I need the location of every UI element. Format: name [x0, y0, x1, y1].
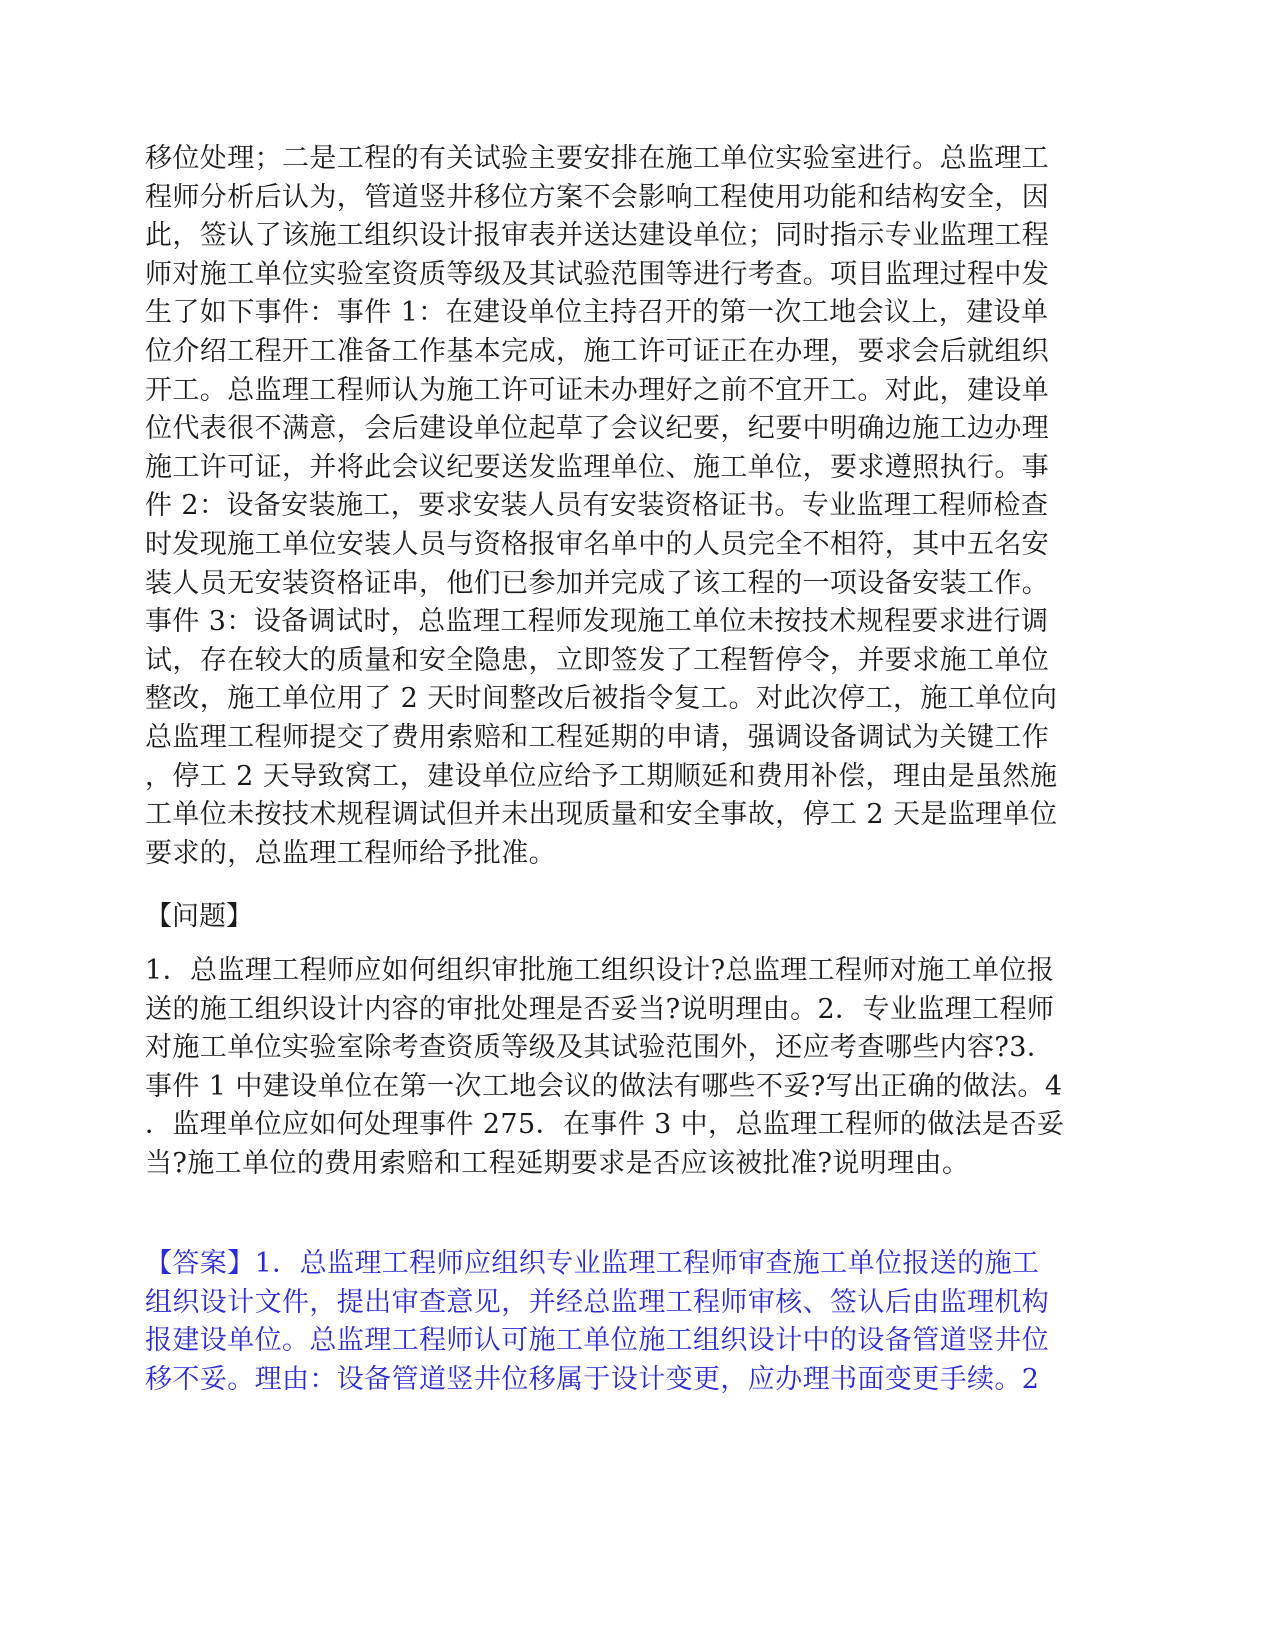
- paragraph-line: 件 2：设备安装施工，要求安装人员有安装资格证书。专业监理工程师检查: [145, 490, 1049, 522]
- answer-paragraph: [145, 1245, 1065, 1399]
- paragraph-line: 时发现施工单位安装人员与资格报审名单中的人员完全不相符，其中五名安: [145, 528, 1050, 560]
- paragraph-line: 程师分析后认为，管道竖井移位方案不会影响工程使用功能和结构安全，因: [145, 181, 1050, 213]
- question-line: 送的施工组织设计内容的审批处理是否妥当?说明理由。2．专业监理工程师: [145, 993, 1055, 1025]
- paragraph-line: 要求的，总监理工程师给予批准。: [145, 837, 556, 869]
- paragraph-line: 位代表很不满意，会后建设单位起草了会议纪要，纪要中明确边施工边办理: [145, 413, 1050, 445]
- paragraph-line: 开工。总监理工程师认为施工许可证未办理好之前不宜开工。对此，建设单: [145, 374, 1050, 406]
- answer-line: 报建设单位。总监理工程师认可施工单位施工组织设计中的设备管道竖井位: [145, 1325, 1050, 1357]
- paragraph-line: 此，签认了该施工组织设计报审表并送达建设单位；同时指示专业监理工程: [145, 220, 1050, 252]
- paragraph-line: 师对施工单位实验室资质等级及其试验范围等进行考查。项目监理过程中发: [145, 258, 1050, 290]
- questions-heading: 【问题】: [145, 901, 253, 932]
- question-line: 事件 1 中建设单位在第一次工地会议的做法有哪些不妥?写出正确的做法。4: [145, 1070, 1063, 1102]
- answer-line: 移不妥。理由：设备管道竖井位移属于设计变更，应办理书面变更手续。2: [145, 1363, 1040, 1395]
- paragraph-line: 施工许可证，并将此会议纪要送发监理单位、施工单位，要求遵照执行。事: [145, 451, 1050, 483]
- paragraph-line: 整改，施工单位用了 2 天时间整改后被指令复工。对此次停工，施工单位向: [145, 683, 1058, 715]
- paragraph-line: 生了如下事件：事件 1：在建设单位主持召开的第一次工地会议上，建设单: [145, 297, 1049, 329]
- paragraph-line: 试，存在较大的质量和安全隐患，立即签发了工程暂停令，并要求施工单位: [145, 644, 1050, 676]
- paragraph-line: 装人员无安装资格证串，他们已参加并完成了该工程的一项设备安装工作。: [145, 567, 1050, 599]
- paragraph-line: 位介绍工程开工准备工作基本完成，施工许可证正在办理，要求会后就组织: [145, 335, 1050, 367]
- paragraph-line: 移位处理；二是工程的有关试验主要安排在施工单位实验室进行。总监理工: [145, 143, 1050, 174]
- questions-paragraph: [145, 952, 1065, 1184]
- background-paragraph: [145, 140, 1065, 873]
- paragraph-line: ，停工 2 天导致窝工，建设单位应给予工期顺延和费用补偿，理由是虽然施: [145, 760, 1058, 792]
- paragraph-line: 事件 3：设备调试时，总监理工程师发现施工单位未按技术规程要求进行调: [145, 606, 1049, 638]
- answer-line: 组织设计文件，提出审查意见，并经总监理工程师审核、签认后由监理机构: [145, 1286, 1050, 1318]
- answer-line: 【答案】1．总监理工程师应组织专业监理工程师审查施工单位报送的施工: [145, 1248, 1040, 1279]
- question-line: 当?施工单位的费用索赔和工程延期要求是否应该被批准?说明理由。: [145, 1147, 970, 1179]
- paragraph-line: 工单位未按技术规程调试但并未出现质量和安全事故，停工 2 天是监理单位: [145, 799, 1058, 831]
- question-line: ．监理单位应如何处理事件 275．在事件 3 中，总监理工程师的做法是否妥: [145, 1109, 1065, 1141]
- question-line: 1．总监理工程师应如何组织审批施工组织设计?总监理工程师对施工单位报: [145, 955, 1055, 986]
- question-line: 对施工单位实验室除考查资质等级及其试验范围外，还应考查哪些内容?3．: [145, 1032, 1055, 1064]
- paragraph-line: 总监理工程师提交了费用索赔和工程延期的申请，强调设备调试为关键工作: [145, 721, 1050, 753]
